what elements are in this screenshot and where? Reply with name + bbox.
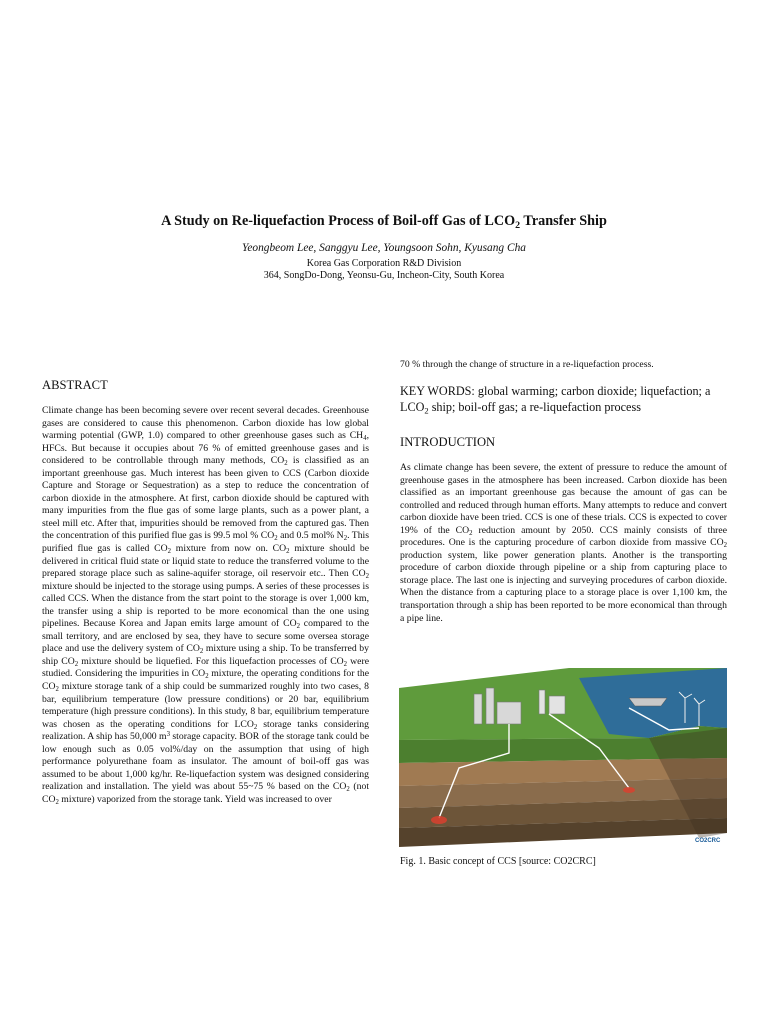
ship-icon [629,698,667,706]
ccs-illustration [399,668,727,847]
paper-authors: Yeongbeom Lee, Sanggyu Lee, Youngsoon Sohn, Kyusang Cha [242,242,526,254]
introduction-body: As climate change has been severe, the extent of pressure to reduce the amount of greenhouse gases in the atmosphere has been increased. Carbon dioxide has been classified as an important greenhouse gas because the amount of gas can be controlled and reduced through human efforts. Many attempts to reduce and convert carbon dioxide have been tried. CCS is one of these trials. CCS is expected to cover 19% of the $CO_2$ reduction amount by 2050. CCS mainly consists of three procedures. One is the capturing procedure of carbon dioxide from massive $CO_2$ production system, like power generation plants. Another is the transporting procedure of carbon dioxide through pipeline or a ship from capturing place to storage place. The last one is injecting and surveying procedures of carbon dioxide. When the distance from a capturing place to a storage place is over 1,100 km, the transportation through a ship has been reported to be more economical than through a pipe line. [400,462,728,624]
paper-address: 364, SongDo-Dong, Yeonsu-Gu, Incheon-City, South Korea [263,270,505,281]
figure-caption: Fig. 1. Basic concept of CCS [source: CO2CRC] [400,856,596,867]
svg-text:CO2CRC: CO2CRC [695,838,721,844]
ccs-concept-figure [399,668,727,847]
abstract-heading: ABSTRACT [42,378,108,392]
keywords: KEY WORDS: global warming; carbon dioxide; liquefaction; a $LCO_2$ ship; boil-off gas; a re-liquefaction process [400,384,711,415]
paper-affiliation: Korea Gas Corporation R&D Division [306,258,462,269]
logo-co2crc [695,838,721,844]
introduction-heading: INTRODUCTION [400,435,496,449]
abstract-continuation: 70 % through the change of structure in a re-liquefaction process. [400,359,654,370]
abstract-body: Climate change has been becoming severe over recent several decades. Greenhouse gases are considered to cause this phenomenon. Carbon dioxide has low global warming potential (GWP, 1.0) compared to other greenhouse gases such as $CH_4$, HFCs. But because it occupies about 76 % of emitted greenhouse gases and is considered to be controllable through many methods, $CO_2$ is classified as an important greenhouse gas. Much interest has been given to CCS (Carbon dioxide Capture and Storage or Sequestration) as a step to reduce the concentration of carbon dioxide in the atmosphere. At first, carbon dioxide should be captured with many impurities from the flue gas of some large plants, such as a power plant, a steel mill etc. After that, impurities should be removed from the captured gas. Then the concentration of this purified flue gas is 99.5 mol % $CO_2$ and 0.5 mol% $N_2$. This purified flue gas is called $CO_2$ mixture from now on. $CO_2$ mixture should be delivered in critical fluid state or liquid state to reduce the transferred volume to the prepared storage place such as saline-aquifer storage, oil reservoir etc.. Then $CO_2$ mixture should be injected to the storage using pumps. A series of these processes is called CCS. When the distance from the start point to the storage is over 1,000 km, the transfer using a ship is reported to be more economical than the one using pipelines. Because Korea and Japan emits large amount of $CO_2$ compared to the small territory, and are enclosed by sea, they have to secure some oversea storage place and use the delivery system of $CO_2$ mixture using a ship. To be transferred by ship $CO_2$ mixture should be liquefied. For this liquefaction processes of $CO_2$ were studied. Considering the impurities in $CO_2$ mixture, the operating conditions for the $CO_2$ mixture storage tank of a ship could be summarized roughly into two cases, 8 bar, equilibrium temperature (low pressure conditions) or 20 bar, equilibrium temperature (high pressure conditions). In this study, 8 bar, equilibrium temperature was chosen as the operating conditions for $LCO_2$ storage tanks considering realization. A ship has 50,000 $m^3$ storage capacity. BOR of the storage tank could be low enough such as 0.05 vol%/day on the assumption that using of high performance polyurethane foam as insulator. The amount of boil-off gas was assumed to be about 1,000 kg/hr. Re-liquefaction system was designed considering realization and installation. The yield was about 55~75 % based on the $CO_2$ (not $CO_2$ mixture) vaporized from the storage tank. Yield was increased to over [42,405,370,806]
paper-title: A Study on Re-liquefaction Process of Boil-off Gas of $LCO_2$ Transfer Ship [161,213,607,231]
